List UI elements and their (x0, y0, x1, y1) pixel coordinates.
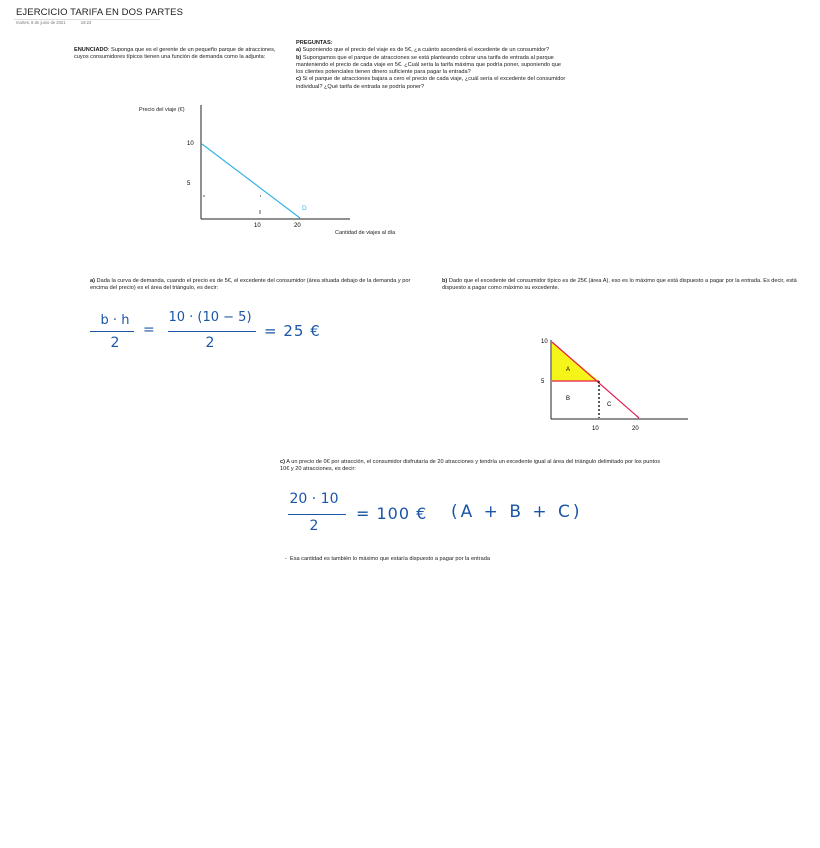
answer-a-label: a) (90, 278, 95, 284)
surplus-chart (535, 330, 695, 436)
pregunta-b-label: b) (296, 54, 302, 61)
demand-x-axis-label: Cantidad de viajes al día (335, 230, 396, 236)
formula-denominator: 2 (110, 335, 120, 351)
pregunta-b-text: Supongamos que el parque de atracciones se está planteando cobrar una tarifa de entrada al parque manteniendo el precio de cada viaje en 5€. ¿Cuál sería la tarifa máxima que podría poner, suponiendo que los clientes potenciales tienen dinero suficiente para pagar la entrada? (296, 54, 561, 76)
calc-c-fraction-bar (288, 514, 346, 515)
enunciado-text (74, 47, 286, 62)
demand-y-tick-10: 10 (187, 141, 194, 147)
surplus-y-tick-10: 10 (541, 339, 548, 345)
formula-fraction-bar (90, 331, 134, 332)
demand-y-tick-5: 5 (187, 181, 191, 187)
calc-c-denominator: 2 (309, 518, 319, 534)
answer-c-bullet-text: Esa cantidad es también lo máximo que estaría dispuesto a pagar por la entrada (289, 556, 490, 562)
preguntas-block (296, 40, 568, 91)
bullet-dash: - (285, 556, 287, 562)
calc-a-numerator: 10 · (10 − 5) (168, 310, 252, 325)
answer-b-text (442, 278, 812, 293)
calc-c-result: = 100 € (356, 504, 428, 523)
demand-curve-label: D (302, 205, 307, 212)
pregunta-c-text: Si el parque de atracciones bajara a cero el precio de cada viaje, ¿cuál sería el excedente del consumidor individual? ¿Qué tarifa de entrada se podría poner? (296, 76, 566, 90)
calc-a-result: = 25 € (264, 322, 321, 340)
page-date: martes, 8 de junio de 2021 (16, 20, 66, 25)
answer-a-body: Dada la curva de demanda, cuando el precio es de 5€, el excedente del consumidor (área situada debajo de la demanda y por encima del precio) es el área del triángulo, es decir: (90, 278, 411, 292)
area-b-label: B (566, 396, 571, 402)
pregunta-a-label: a) (296, 47, 301, 54)
calc-a-denominator: 2 (205, 335, 215, 351)
answer-c-bullet (285, 556, 605, 563)
answer-c-body: A un precio de 0€ por atracción, el consumidor disfrutaría de 20 atracciones y tendría un excedente igual al área del triángulo delimitado por los puntos 10€ y 20 atracciones, es decir: (280, 459, 660, 473)
calc-c-numerator: 20 · 10 (289, 491, 339, 507)
page-title: EJERCICIO TARIFA EN DOS PARTES (16, 7, 183, 18)
area-c-label: C (607, 402, 612, 408)
pregunta-a-text: Suponiendo que el precio del viaje es de 5€, ¿a cuánto ascenderá el excedente de un consumidor? (300, 47, 550, 54)
answer-c-label: c) (280, 459, 285, 465)
answer-c-text (280, 459, 660, 474)
surplus-x-tick-10: 10 (592, 426, 599, 432)
formula-numerator: b · h (100, 313, 130, 328)
surplus-x-tick-20: 20 (632, 426, 639, 432)
area-a-label: A (566, 367, 571, 373)
demand-y-axis-label: Precio del viaje (€) (139, 107, 185, 113)
demand-x-tick-20: 20 (294, 223, 301, 229)
demand-curve (202, 144, 300, 218)
formula-equals: = (143, 322, 155, 338)
page-time: 18:23 (80, 20, 92, 25)
demand-x-tick-10: 10 (254, 223, 261, 229)
page-meta (16, 20, 105, 25)
enunciado-label: ENUNCIADO (74, 47, 108, 53)
demand-chart (180, 100, 360, 230)
pregunta-c-label: c) (296, 76, 301, 83)
calc-a-fraction-bar (168, 331, 256, 332)
answer-b-label: b) (442, 278, 448, 284)
enunciado-body: : Suponga que es el gerente de un pequeño parque de atracciones, cuyos consumidores típicos tienen una función de demanda como la adjunta: (74, 47, 276, 61)
surplus-y-tick-5: 5 (541, 379, 545, 385)
preguntas-heading: PREGUNTAS: (296, 40, 333, 46)
answer-b-body: Dado que el excedente del consumidor típico es de 25€ (área A), eso es lo máximo que está dispuesto a pagar por la entrada. Es decir, está dispuesto a pagar como máximo su excedente. (442, 278, 797, 292)
answer-a-text (90, 278, 420, 293)
calc-c-areas: (A + B + C) (451, 502, 583, 522)
